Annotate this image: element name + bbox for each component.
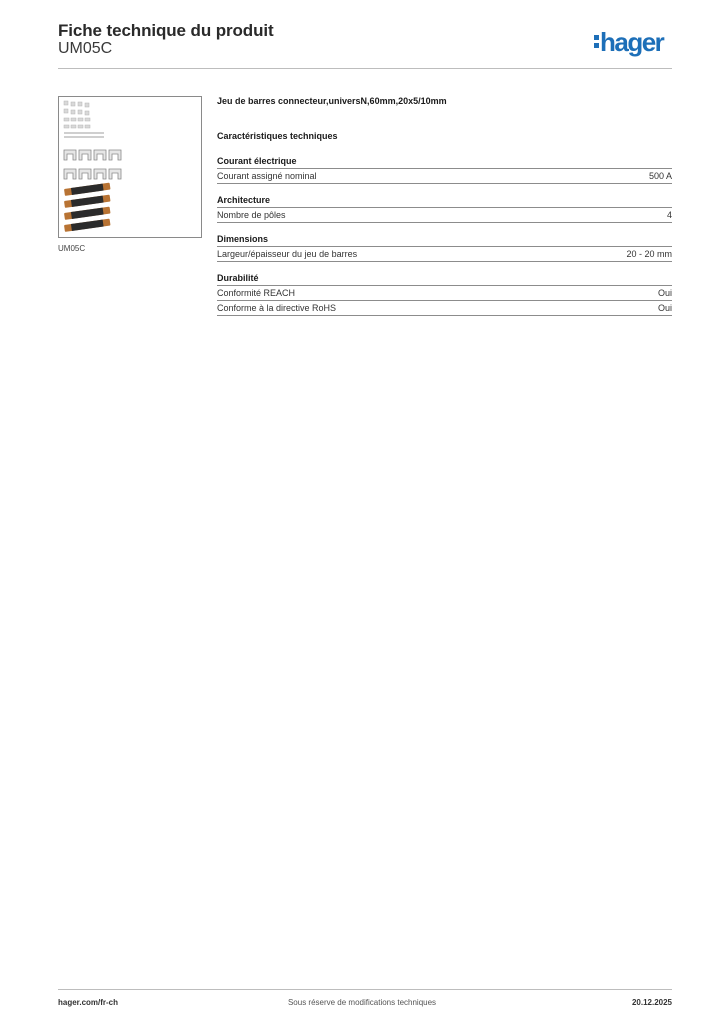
product-description: Jeu de barres connecteur,universN,60mm,20x5/10mm [217, 96, 447, 106]
section-title: Dimensions [217, 233, 672, 247]
section-dimensions [217, 233, 672, 262]
section-architecture [217, 194, 672, 223]
spec-row [217, 169, 672, 184]
tech-specs-heading: Caractéristiques techniques [217, 131, 338, 141]
spec-value: Oui [657, 288, 672, 298]
spec-label: Courant assigné nominal [217, 171, 317, 181]
section-title: Courant électrique [217, 155, 672, 169]
section-electrical-current [217, 155, 672, 184]
section-title: Architecture [217, 194, 672, 208]
spec-row [217, 286, 672, 301]
spec-row [217, 208, 672, 223]
spec-value: Oui [657, 303, 672, 313]
spec-value: 500 A [648, 171, 672, 181]
spec-label: Largeur/épaisseur du jeu de barres [217, 249, 358, 259]
footer-disclaimer: Sous réserve de modifications techniques [287, 998, 437, 1007]
footer-website-link[interactable]: hager.com/fr-ch [58, 998, 119, 1007]
spec-label: Conformité REACH [217, 288, 296, 298]
footer-divider [58, 989, 672, 990]
spec-value: 4 [666, 210, 672, 220]
spec-label: Nombre de pôles [217, 210, 286, 220]
product-image [58, 96, 202, 238]
brand-logo[interactable] [594, 27, 663, 57]
section-title: Durabilité [217, 272, 672, 286]
spec-label: Conforme à la directive RoHS [217, 303, 337, 313]
logo-text: hager [600, 27, 664, 57]
spec-row [217, 301, 672, 316]
footer-date: 20.12.2025 [631, 998, 672, 1007]
page-title: Fiche technique du produit [58, 21, 274, 40]
spec-row [217, 247, 672, 262]
image-caption: UM05C [58, 244, 86, 253]
logo-mark-icon [594, 31, 599, 51]
spec-value: 20 - 20 mm [626, 249, 672, 259]
section-durability [217, 272, 672, 316]
product-reference: UM05C [58, 40, 113, 57]
busbar-product-icon [59, 97, 201, 237]
header-divider [58, 68, 672, 69]
